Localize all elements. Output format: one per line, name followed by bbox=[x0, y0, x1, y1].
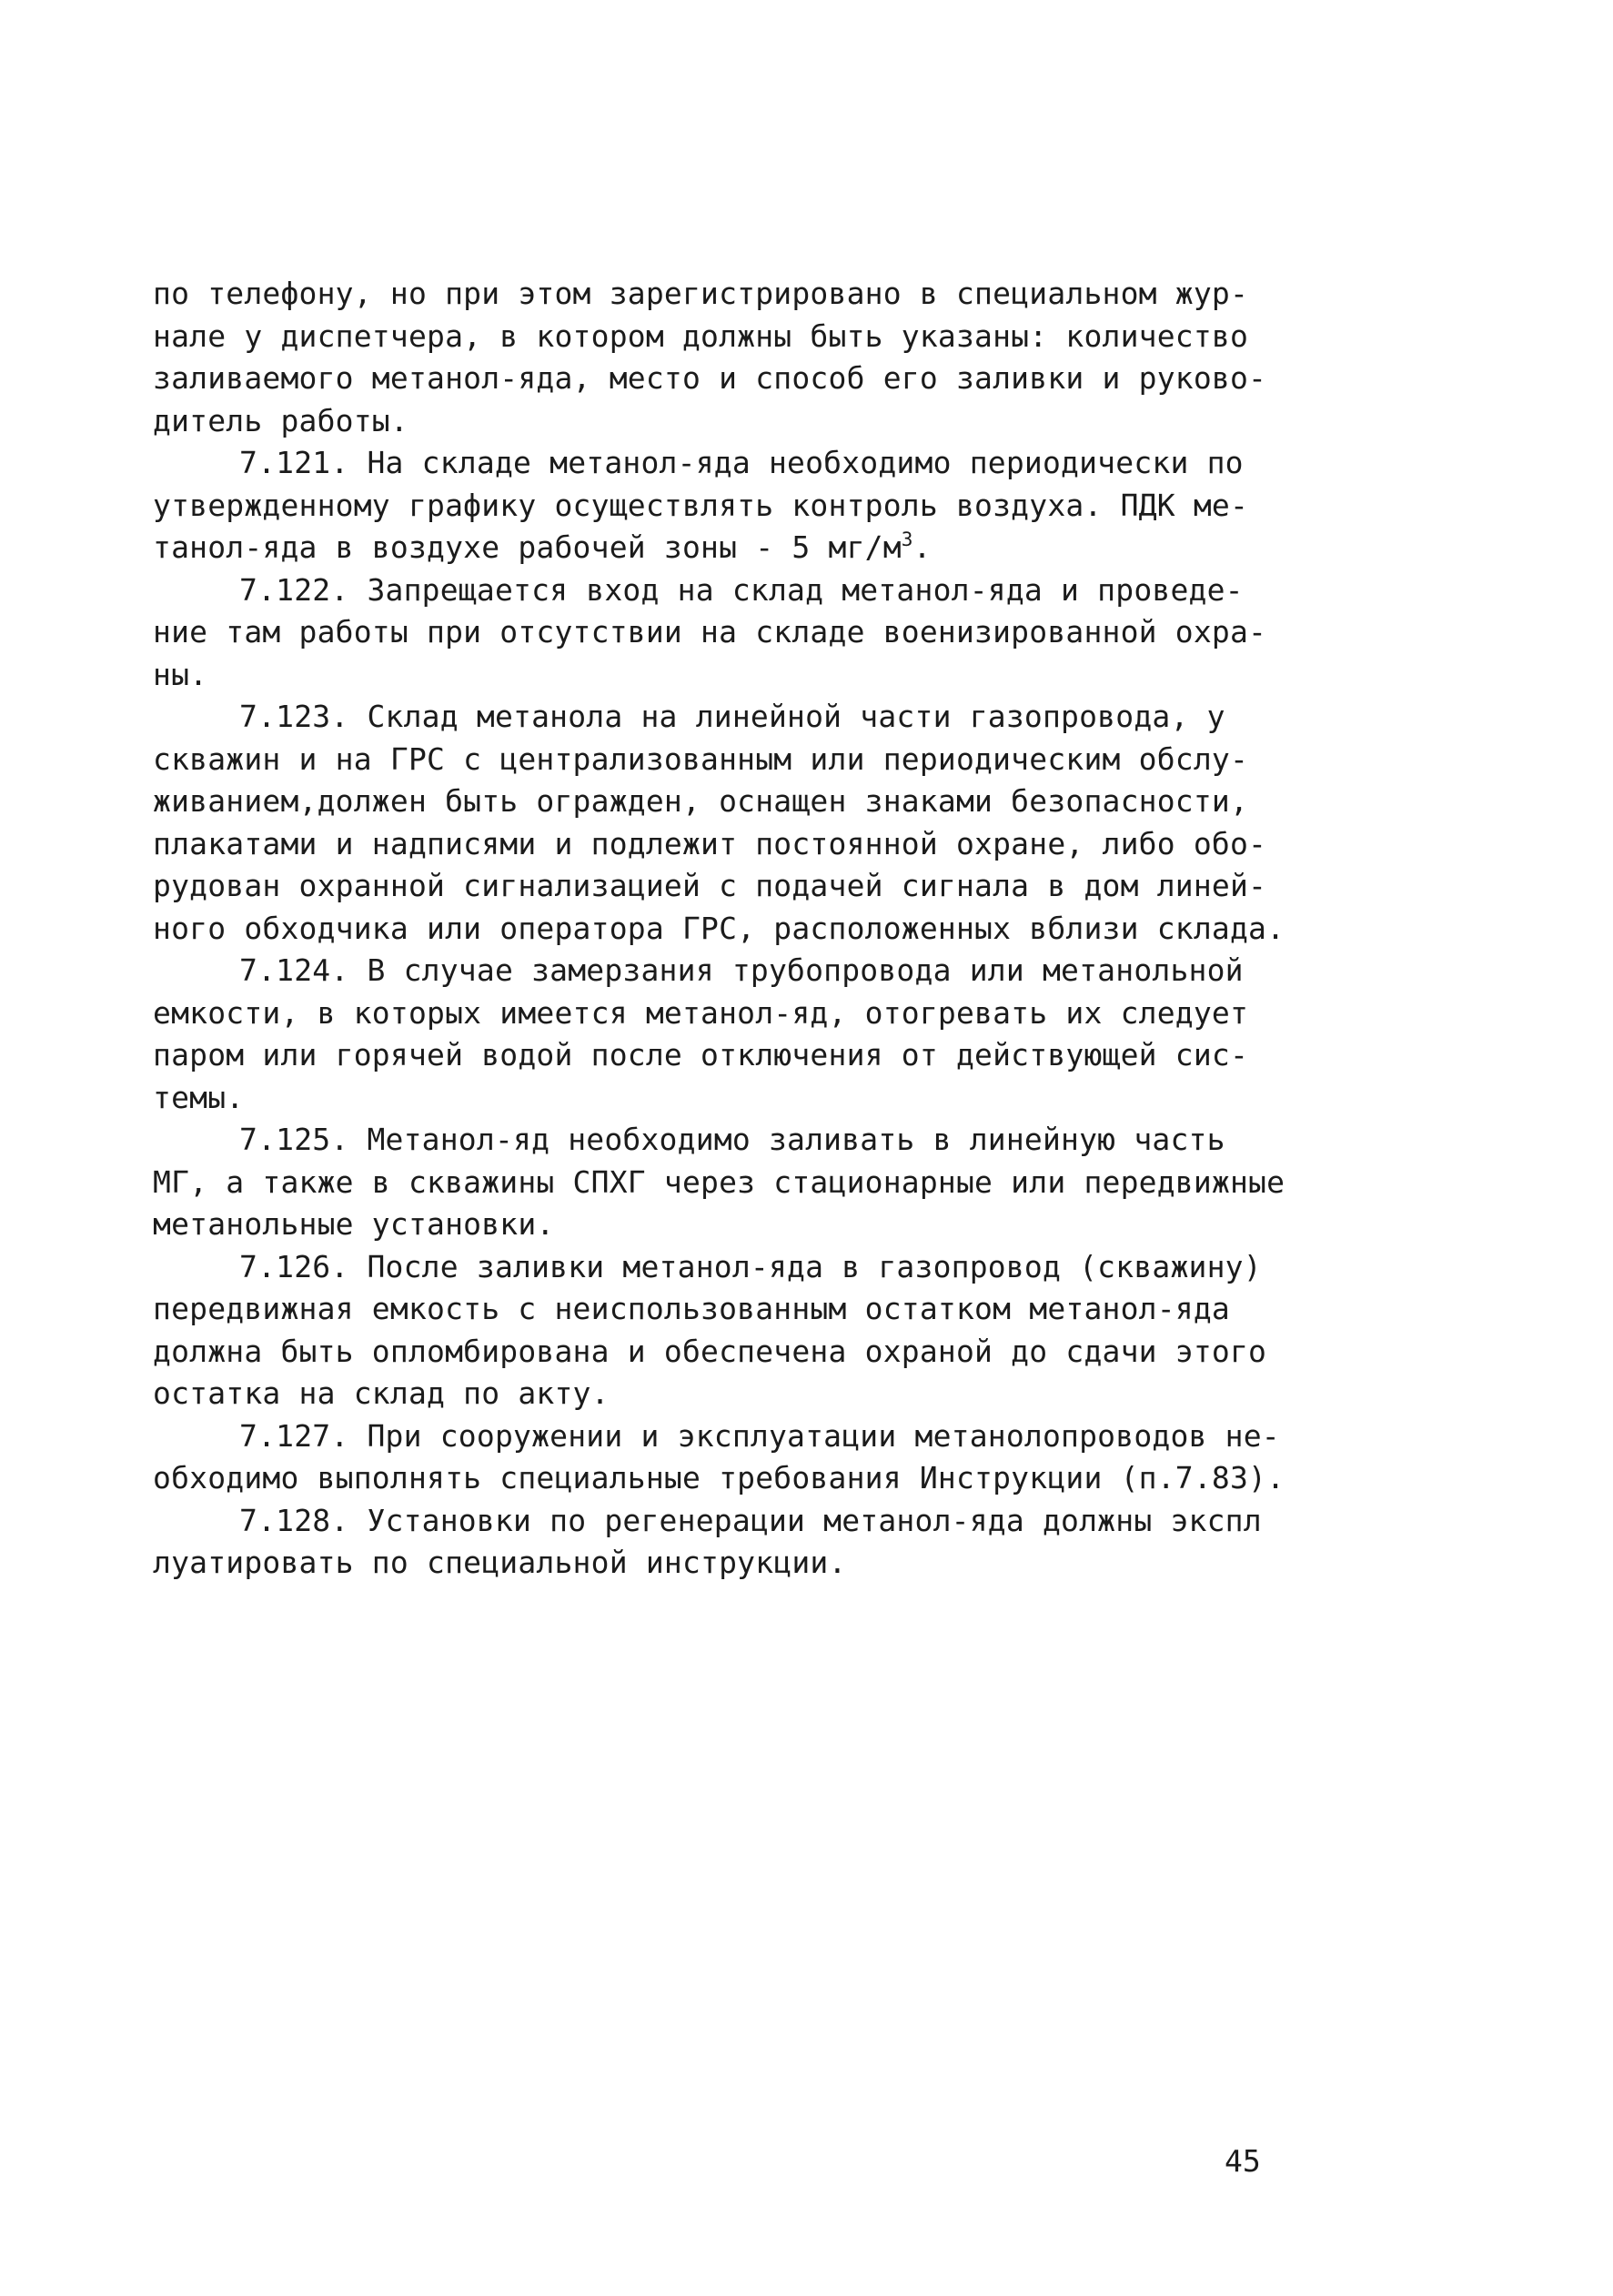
text-line: емкости, в которых имеется метанол-яд, отогревать их следует bbox=[153, 994, 1249, 1031]
text-line: темы. bbox=[153, 1079, 245, 1115]
text-line: по телефону, но при этом зарегистрировано в специальном жур- bbox=[153, 276, 1249, 311]
text-line: плакатами и надписями и подлежит постоянной охране, либо обо- bbox=[153, 825, 1267, 861]
body-text bbox=[153, 273, 1285, 1585]
text-line: 7.127. При сооружении и эксплуатации метанолопроводов не- bbox=[239, 1417, 1280, 1454]
text-line-with-unit bbox=[153, 527, 1272, 569]
trailing-period: . bbox=[912, 529, 932, 565]
superscript-exponent: 3 bbox=[901, 529, 913, 550]
text-line: дитель работы. bbox=[153, 402, 408, 438]
text-line: 7.122. Запрещается вход на склад метанол-яда и проведе- bbox=[239, 571, 1244, 608]
text-line: ны. bbox=[153, 656, 208, 692]
text-line: МГ, а также в скважины СПХГ через стационарные или передвижные bbox=[153, 1163, 1285, 1200]
text-line: 7.121. На складе метанол-яда необходимо периодически по bbox=[239, 445, 1244, 480]
text-line: 7.125. Метанол-яд необходимо заливать в линейную часть bbox=[239, 1122, 1225, 1157]
text-line: рудован охранной сигнализацией с подачей сигнала в дом линей- bbox=[153, 868, 1267, 903]
clause-7-122 bbox=[153, 569, 1272, 697]
text-line: луатировать по специальной инструкции. bbox=[153, 1545, 847, 1580]
text-line: нале у диспетчера, в котором должны быть указаны: количество bbox=[153, 317, 1249, 354]
text-line-fragment: танол-яда в воздухе рабочей зоны - 5 мг/м bbox=[153, 529, 902, 565]
text-line: ного обходчика или оператора ГРС, расположенных вблизи склада. bbox=[153, 910, 1285, 946]
text-line: обходимо выполнять специальные требования Инструкции (п.7.83). bbox=[153, 1460, 1285, 1495]
text-line: 7.124. В случае замерзания трубопровода или метанольной bbox=[239, 952, 1244, 988]
text-line: 7.128. Установки по регенерации метанол-яда должны экспл bbox=[239, 1502, 1262, 1538]
text-line: живанием,должен быть огражден, оснащен знаками безопасности, bbox=[153, 783, 1249, 819]
clause-7-126 bbox=[153, 1246, 1272, 1415]
clause-7-121 bbox=[153, 442, 1272, 569]
page-number: 45 bbox=[1225, 2143, 1261, 2179]
text-line: 7.126. После заливки метанол-яда в газопровод (скважину) bbox=[239, 1248, 1262, 1284]
text-line: заливаемого метанол-яда, место и способ его заливки и руково- bbox=[153, 360, 1267, 396]
clause-7-128 bbox=[153, 1500, 1272, 1585]
text-line: метанольные установки. bbox=[153, 1206, 555, 1242]
paragraph-continuation bbox=[153, 273, 1272, 442]
text-line: утвержденному графику осуществлять контроль воздуха. ПДК ме- bbox=[153, 487, 1249, 523]
clause-7-123 bbox=[153, 696, 1285, 950]
clause-7-125 bbox=[153, 1119, 1285, 1246]
text-line: передвижная емкость с неиспользованным остатком метанол-яда bbox=[153, 1291, 1230, 1326]
clause-7-124 bbox=[153, 950, 1272, 1119]
text-line: скважин и на ГРС с централизованным или периодическим обслу- bbox=[153, 740, 1249, 777]
text-line: ние там работы при отсутствии на складе военизированной охра- bbox=[153, 614, 1267, 650]
text-line: 7.123. Склад метанола на линейной части газопровода, у bbox=[239, 699, 1225, 734]
text-line: должна быть опломбирована и обеспечена охраной до сдачи этого bbox=[153, 1333, 1267, 1369]
clause-7-127 bbox=[153, 1415, 1285, 1500]
text-line: паром или горячей водой после отключения от действующей сис- bbox=[153, 1037, 1249, 1072]
text-line: остатка на склад по акту. bbox=[153, 1375, 610, 1411]
